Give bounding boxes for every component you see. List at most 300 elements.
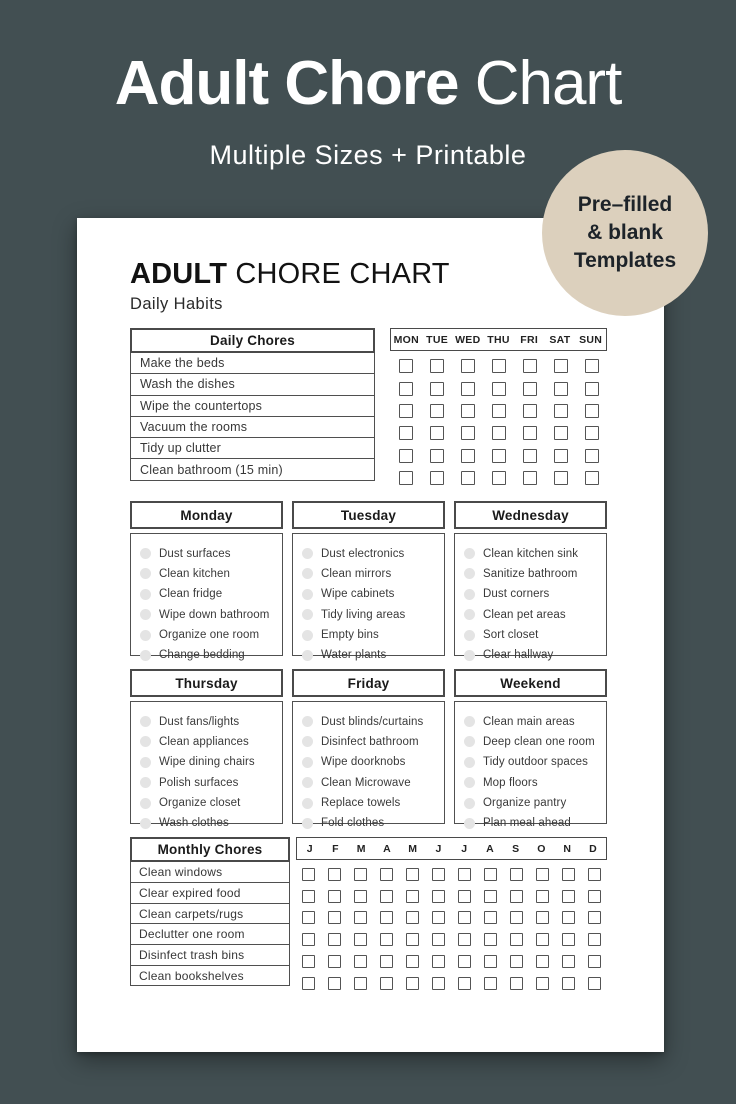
checkbox[interactable] [562,977,575,990]
checkbox[interactable] [510,911,523,924]
month-label: M [408,842,418,855]
bullet-circle-icon [140,818,151,829]
checkbox[interactable] [354,977,367,990]
day-label: MON [393,333,420,346]
week-item [464,645,598,665]
checkbox[interactable] [484,955,497,968]
checkbox[interactable] [554,404,568,418]
daily-chores-rows [130,352,375,481]
bullet-circle-icon [302,798,313,809]
bullet-circle-icon [464,736,475,747]
checkbox[interactable] [492,404,506,418]
bullet-circle-icon [464,548,475,559]
week-item-label: Wipe down bathroom [159,608,270,621]
checkbox[interactable] [554,471,568,485]
checkbox[interactable] [588,977,601,990]
week-item-label: Deep clean one room [483,735,595,748]
checkbox[interactable] [585,426,599,440]
week-header: Weekend [454,669,607,697]
day-label: THU [487,333,510,346]
page-title-rest: CHORE CHART [235,258,450,290]
checkbox[interactable] [562,868,575,881]
checkbox[interactable] [492,359,506,373]
checkbox[interactable] [461,471,475,485]
week-item [140,584,274,604]
checkbox[interactable] [492,382,506,396]
bullet-circle-icon [140,777,151,788]
chore-label: Vacuum the rooms [140,420,248,435]
week-item-label: Dust surfaces [159,547,231,560]
daily-chores-table [130,328,375,489]
week-item [302,773,436,793]
checkbox[interactable] [354,890,367,903]
chore-label: Make the beds [140,356,225,371]
daily-chores-header: Daily Chores [130,328,375,353]
weekly-section-weekend [454,669,607,830]
checkbox[interactable] [399,404,413,418]
month-label: A [486,842,495,855]
checkbox[interactable] [354,933,367,946]
checkbox[interactable] [458,933,471,946]
week-item-label: Organize closet [159,797,241,810]
checkbox[interactable] [588,911,601,924]
checkbox[interactable] [328,955,341,968]
checkbox[interactable] [588,933,601,946]
week-item-label: Clean pet areas [483,608,566,621]
checkbox[interactable] [430,471,444,485]
week-item [464,711,598,731]
checkbox[interactable] [585,404,599,418]
week-item [302,625,436,645]
monthly-tracker [296,837,607,994]
chore-label: Clear expired food [139,885,241,900]
week-item [302,752,436,772]
checkbox[interactable] [430,426,444,440]
checkbox[interactable] [510,890,523,903]
week-item [302,605,436,625]
checkbox[interactable] [562,933,575,946]
month-label: N [563,842,572,855]
week-item-label: Wipe dining chairs [159,756,255,769]
week-item [302,813,436,833]
months-header [296,837,607,860]
checkbox[interactable] [399,471,413,485]
monthly-section [130,837,607,994]
checkbox[interactable] [562,955,575,968]
chore-row [130,437,375,459]
checkbox[interactable] [523,471,537,485]
badge-line-3: Templates [573,248,677,272]
weekly-section-friday [292,669,445,830]
checkbox[interactable] [328,890,341,903]
bullet-circle-icon [302,757,313,768]
month-label: F [332,842,340,855]
week-item-label: Dust blinds/curtains [321,715,424,728]
checkbox[interactable] [380,890,393,903]
checkbox[interactable] [406,868,419,881]
checkbox[interactable] [354,911,367,924]
checkbox[interactable] [328,911,341,924]
week-item [140,711,274,731]
chore-label: Tidy up clutter [140,441,222,456]
checkbox[interactable] [585,471,599,485]
checkbox[interactable] [554,426,568,440]
checkbox[interactable] [380,911,393,924]
week-item-label: Clean mirrors [321,567,392,580]
day-label: SAT [549,333,571,346]
checkbox[interactable] [585,359,599,373]
checkbox[interactable] [585,382,599,396]
week-item [464,732,598,752]
checkbox[interactable] [458,868,471,881]
month-label: J [435,842,442,855]
checkbox[interactable] [406,890,419,903]
chore-label: Wipe the countertops [140,398,263,413]
checkbox[interactable] [554,382,568,396]
checkbox[interactable] [302,911,315,924]
daily-checkbox-grid [390,355,607,489]
week-item-label: Sanitize bathroom [483,567,578,580]
week-item [140,813,274,833]
chore-row [130,965,290,987]
chore-row [130,861,290,883]
chore-label: Disinfect trash bins [139,947,245,962]
month-label: J [461,842,468,855]
checkbox[interactable] [406,955,419,968]
week-item-label: Wipe cabinets [321,588,395,601]
week-item-label: Organize one room [159,629,260,642]
bullet-circle-icon [464,798,475,809]
week-item [140,564,274,584]
week-item [140,773,274,793]
checkbox[interactable] [588,955,601,968]
checkbox[interactable] [406,933,419,946]
week-item-label: Water plants [321,649,387,662]
chore-row [130,944,290,966]
week-header: Monday [130,501,283,529]
bullet-circle-icon [464,757,475,768]
checkbox[interactable] [461,359,475,373]
weekly-sections [130,501,607,830]
checkbox[interactable] [585,449,599,463]
checkbox[interactable] [523,449,537,463]
week-item [140,625,274,645]
week-item [464,773,598,793]
checkbox[interactable] [430,359,444,373]
week-item-label: Clean kitchen [159,567,230,580]
bullet-circle-icon [140,650,151,661]
checkbox[interactable] [328,977,341,990]
checkbox[interactable] [536,868,549,881]
week-item-list [130,533,283,662]
checkbox[interactable] [302,955,315,968]
checkbox[interactable] [432,977,445,990]
checkbox[interactable] [399,426,413,440]
bullet-circle-icon [140,757,151,768]
chore-label: Clean windows [139,865,223,880]
day-label: WED [455,333,481,346]
bullet-circle-icon [302,568,313,579]
checkbox[interactable] [536,933,549,946]
checkbox[interactable] [461,404,475,418]
bullet-circle-icon [464,650,475,661]
daily-section [130,328,607,489]
week-item [302,645,436,665]
checkbox[interactable] [510,977,523,990]
week-item [302,711,436,731]
weekly-section-tuesday [292,501,445,662]
chore-row [130,458,375,480]
week-item-label: Sort closet [483,629,539,642]
week-item-label: Wash clothes [159,817,229,830]
checkbox[interactable] [510,933,523,946]
checkbox[interactable] [458,911,471,924]
checkbox[interactable] [461,426,475,440]
week-item-label: Empty bins [321,629,379,642]
daily-tracker [390,328,607,489]
bullet-circle-icon [464,609,475,620]
week-item [302,584,436,604]
checkbox[interactable] [432,890,445,903]
week-item-label: Dust electronics [321,547,405,560]
badge-line-1: Pre–filled [577,193,673,217]
pin-title-light: Chart [474,49,622,118]
week-header: Tuesday [292,501,445,529]
week-item-list [292,533,445,662]
checkbox[interactable] [461,449,475,463]
bullet-circle-icon [140,548,151,559]
week-item-label: Polish surfaces [159,776,239,789]
page-title-bold: ADULT [130,258,228,290]
page-subtitle: Daily Habits [130,295,223,313]
chore-chart-content [130,218,607,994]
bullet-circle-icon [302,630,313,641]
checkbox[interactable] [458,977,471,990]
weekly-section-monday [130,501,283,662]
bullet-circle-icon [464,818,475,829]
bullet-circle-icon [140,736,151,747]
bullet-circle-icon [140,589,151,600]
chore-chart-page [77,218,664,1052]
checkbox[interactable] [536,977,549,990]
checkbox[interactable] [484,933,497,946]
bullet-circle-icon [302,609,313,620]
day-label: TUE [426,333,449,346]
checkbox[interactable] [588,868,601,881]
checkbox[interactable] [510,955,523,968]
bullet-circle-icon [464,630,475,641]
checkbox[interactable] [430,404,444,418]
checkbox[interactable] [432,868,445,881]
checkbox[interactable] [399,382,413,396]
monthly-chores-rows [130,861,290,986]
checkbox[interactable] [484,977,497,990]
bullet-circle-icon [140,716,151,727]
monthly-chores-header: Monthly Chores [130,837,290,862]
bullet-circle-icon [302,777,313,788]
chore-label: Clean carpets/rugs [139,906,244,921]
checkbox[interactable] [484,890,497,903]
chore-row [130,416,375,438]
checkbox[interactable] [523,404,537,418]
bullet-circle-icon [464,716,475,727]
month-label: O [537,842,546,855]
checkbox[interactable] [588,890,601,903]
week-item-label: Wipe doorknobs [321,756,406,769]
week-item [464,813,598,833]
checkbox[interactable] [430,449,444,463]
page-title [130,258,607,291]
week-item [140,645,274,665]
chore-label: Clean bathroom (15 min) [140,462,283,477]
bullet-circle-icon [140,798,151,809]
week-item [302,732,436,752]
checkbox[interactable] [458,890,471,903]
week-item [140,752,274,772]
bullet-circle-icon [464,568,475,579]
weekly-section-thursday [130,669,283,830]
bullet-circle-icon [302,736,313,747]
week-item [302,793,436,813]
week-item-list [292,701,445,830]
week-item-label: Clean Microwave [321,776,411,789]
week-item-label: Clean fridge [159,588,223,601]
checkbox[interactable] [510,868,523,881]
week-item [140,605,274,625]
week-item-label: Plan meal ahead [483,817,571,830]
checkbox[interactable] [523,359,537,373]
week-item [464,793,598,813]
pin-subtitle: Multiple Sizes + Printable [209,140,527,170]
checkbox[interactable] [354,868,367,881]
week-item-label: Clear hallway [483,649,554,662]
week-item-label: Clean main areas [483,715,575,728]
checkbox[interactable] [380,955,393,968]
chore-row [130,395,375,417]
checkbox[interactable] [484,911,497,924]
checkbox[interactable] [432,955,445,968]
week-item-label: Replace towels [321,797,401,810]
checkbox[interactable] [492,426,506,440]
week-item [464,543,598,563]
week-item [140,732,274,752]
week-item-label: Tidy outdoor spaces [483,756,589,769]
monthly-checkbox-grid [296,863,607,994]
checkbox[interactable] [380,933,393,946]
checkbox[interactable] [354,955,367,968]
checkbox[interactable] [302,933,315,946]
checkbox[interactable] [406,911,419,924]
week-header: Thursday [130,669,283,697]
week-item-label: Organize pantry [483,797,567,810]
checkbox[interactable] [380,868,393,881]
week-item-list [454,533,607,662]
checkbox[interactable] [328,933,341,946]
checkbox[interactable] [458,955,471,968]
checkbox[interactable] [430,382,444,396]
monthly-chores-table [130,837,290,994]
bullet-circle-icon [302,650,313,661]
checkbox[interactable] [536,911,549,924]
month-label: D [589,842,598,855]
bullet-circle-icon [302,589,313,600]
week-item-list [454,701,607,830]
days-header [390,328,607,351]
checkbox[interactable] [328,868,341,881]
checkbox[interactable] [562,890,575,903]
week-item-label: Tidy living areas [321,608,406,621]
checkbox[interactable] [554,449,568,463]
month-label: A [383,842,392,855]
checkbox[interactable] [380,977,393,990]
week-header: Friday [292,669,445,697]
week-item-label: Disinfect bathroom [321,735,419,748]
day-label: SUN [579,333,603,346]
bullet-circle-icon [140,630,151,641]
chore-row [130,923,290,945]
badge-text [574,191,676,274]
chore-label: Declutter one room [139,927,245,942]
chore-label: Wash the dishes [140,377,235,392]
checkbox[interactable] [523,426,537,440]
checkbox[interactable] [536,955,549,968]
pin-title-bold: Adult Chore [114,49,459,118]
week-item-label: Dust corners [483,588,550,601]
chore-row [130,352,375,374]
checkbox[interactable] [302,890,315,903]
day-label: FRI [520,333,539,346]
badge-line-2: & blank [587,221,663,245]
chore-row [130,882,290,904]
week-item-list [130,701,283,830]
checkbox[interactable] [432,933,445,946]
week-header: Wednesday [454,501,607,529]
week-item-label: Fold clothes [321,817,385,830]
pin-title [0,48,736,119]
checkbox[interactable] [554,359,568,373]
week-item-label: Dust fans/lights [159,715,240,728]
checkbox[interactable] [492,471,506,485]
week-item [464,564,598,584]
chore-row [130,903,290,925]
checkbox[interactable] [399,449,413,463]
week-item-label: Clean kitchen sink [483,547,579,560]
checkbox[interactable] [523,382,537,396]
checkbox[interactable] [562,911,575,924]
bullet-circle-icon [302,548,313,559]
checkbox[interactable] [302,868,315,881]
checkbox[interactable] [484,868,497,881]
bullet-circle-icon [464,777,475,788]
checkbox[interactable] [492,449,506,463]
checkbox[interactable] [536,890,549,903]
chore-label: Clean bookshelves [139,968,244,983]
checkbox[interactable] [399,359,413,373]
month-label: S [512,842,520,855]
checkbox[interactable] [406,977,419,990]
bullet-circle-icon [302,818,313,829]
week-item [464,584,598,604]
week-item [464,752,598,772]
bullet-circle-icon [302,716,313,727]
week-item [464,625,598,645]
week-item [140,793,274,813]
checkbox[interactable] [461,382,475,396]
checkbox[interactable] [302,977,315,990]
week-item-label: Change bedding [159,649,245,662]
bullet-circle-icon [140,609,151,620]
checkbox[interactable] [432,911,445,924]
